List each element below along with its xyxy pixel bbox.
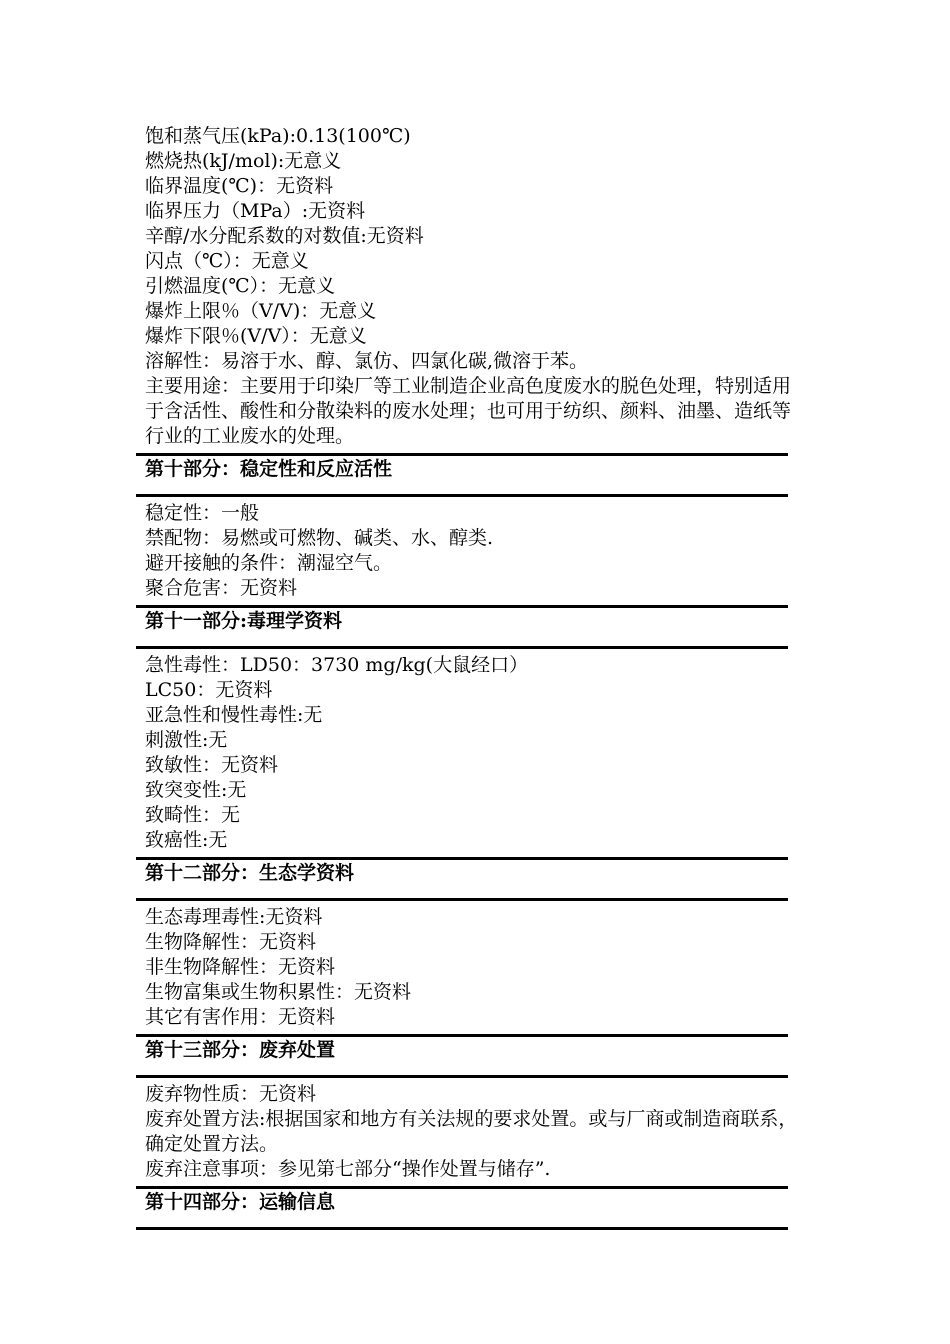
property-line: 燃烧热(kJ/mol):无意义 [145, 150, 342, 172]
section-11-heading: 第十一部分:毒理学资料 [145, 610, 343, 632]
property-line: 饱和蒸气压(kPa):0.13(100℃) [145, 125, 411, 147]
section-13-body [145, 1082, 798, 1182]
section-11-body [145, 653, 790, 853]
property-line: 临界压力（MPa）:无资料 [145, 200, 366, 222]
toxicity-line: 致敏性：无资料 [145, 754, 279, 776]
incompatible-line: 禁配物：易燃或可燃物、碱类、水、醇类. [145, 527, 494, 549]
ecology-line: 其它有害作用：无资料 [145, 1006, 336, 1028]
waste-nature-line: 废弃物性质：无资料 [145, 1083, 317, 1105]
property-line: 辛醇/水分配系数的对数值:无资料 [145, 225, 424, 247]
toxicity-line: 急性毒性：LD50：3730 mg/kg(大鼠经口） [145, 654, 529, 676]
ecology-line: 非生物降解性：无资料 [145, 956, 336, 978]
section-divider [136, 646, 788, 649]
toxicity-line: 致突变性:无 [145, 779, 247, 801]
section-10-body [145, 501, 790, 601]
toxicity-line: 刺激性:无 [145, 729, 228, 751]
section-divider [136, 1075, 788, 1078]
document-page [145, 124, 798, 1230]
ecology-line: 生态毒理毒性:无资料 [145, 906, 323, 928]
property-line: 爆炸上限％（V/V)：无意义 [145, 300, 377, 322]
property-line: 临界温度(℃)：无资料 [145, 175, 334, 197]
toxicity-line: LC50：无资料 [145, 679, 273, 701]
toxicity-line: 致畸性：无 [145, 804, 241, 826]
disposal-notes-line: 废弃注意事项：参见第七部分“操作处置与储存”. [145, 1158, 551, 1180]
ecology-line: 生物富集或生物积累性：无资料 [145, 981, 412, 1003]
section-10-heading: 第十部分：稳定性和反应活性 [145, 458, 393, 480]
stability-line: 稳定性：一般 [145, 502, 260, 524]
section-14-heading: 第十四部分：运输信息 [145, 1191, 336, 1213]
section-divider [136, 1227, 788, 1230]
polymerization-line: 聚合危害：无资料 [145, 577, 298, 599]
property-line: 爆炸下限％(V/V）：无意义 [145, 325, 367, 347]
disposal-method-paragraph: 废弃处置方法:根据国家和地方有关法规的要求处置。或与厂商或制造商联系，确定处置方法。 [145, 1108, 798, 1155]
usage-paragraph: 主要用途：主要用于印染厂等工业制造企业高色度废水的脱色处理，特别适用于含活性、酸性和分散染料的废水处理；也可用于纺织、颜料、油墨、造纸等行业的工业废水的处理。 [145, 375, 792, 447]
section-12-heading: 第十二部分：生态学资料 [145, 862, 355, 884]
toxicity-line: 亚急性和慢性毒性:无 [145, 704, 323, 726]
ecology-line: 生物降解性：无资料 [145, 931, 317, 953]
property-line: 引燃温度(℃）：无意义 [145, 275, 336, 297]
section-9-properties [145, 124, 790, 449]
avoid-conditions-line: 避开接触的条件：潮湿空气。 [145, 552, 393, 574]
toxicity-line: 致癌性:无 [145, 829, 228, 851]
property-line: 闪点（℃）：无意义 [145, 250, 309, 272]
section-divider [136, 898, 788, 901]
section-divider [136, 494, 788, 497]
section-12-body [145, 905, 790, 1030]
property-line: 溶解性：易溶于水、醇、氯仿、四氯化碳,微溶于苯。 [145, 350, 589, 372]
section-13-heading: 第十三部分：废弃处置 [145, 1039, 336, 1061]
